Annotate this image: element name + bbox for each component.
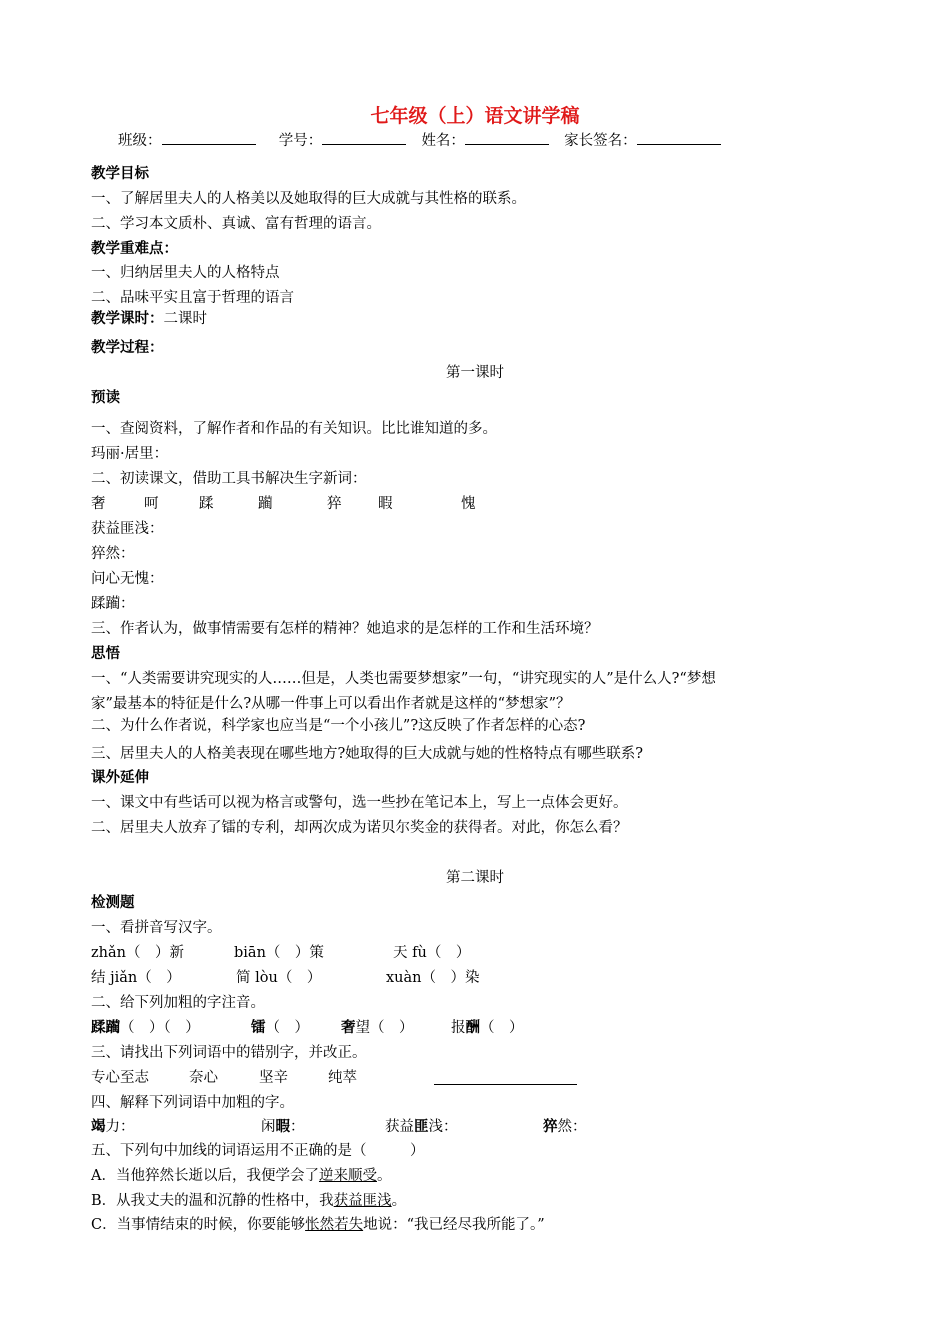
preread-item: 玛丽·居里：	[91, 446, 169, 462]
preread-question: 三、作者认为，做事情需要有怎样的精神？她追求的是怎样的工作和生活环境？	[91, 621, 599, 637]
phonetic-item: 镭（ ）	[251, 1020, 309, 1036]
vocab-char: 呵	[144, 496, 159, 512]
phonetic-item: 蹂躏（ ）（ ）	[91, 1020, 200, 1036]
parent-signature-label: 家长签名：	[564, 133, 637, 149]
phonetic-item: 奢望（ ）	[341, 1020, 414, 1036]
test-question: 四、解释下列词语中加粗的字。	[91, 1095, 294, 1111]
class-hours-value: 二课时	[163, 311, 207, 327]
student-id-field[interactable]	[322, 130, 406, 145]
vocab-word: 获益匪浅：	[91, 521, 164, 537]
underlined-phrase: 怅然若失	[305, 1217, 364, 1233]
think-item: 三、居里夫人的人格美表现在哪些地方?她取得的巨大成就与她的性格特点有哪些联系?	[91, 746, 644, 762]
preread-item: 二、初读课文，借助工具书解决生字新词：	[91, 471, 367, 487]
lesson2-title: 第二课时	[446, 870, 504, 886]
preread-heading: 预读	[91, 390, 120, 406]
goal-item: 二、学习本文质朴、真诚、富有哲理的语言。	[91, 216, 381, 232]
think-item: 一、“人类需要讲究现实的人……但是，人类也需要梦想家”一句，“讲究现实的人”是什么人?“梦想	[91, 671, 716, 687]
phonetic-item: 报酬（ ）	[451, 1020, 524, 1036]
class-hours	[91, 310, 207, 328]
parent-signature-field[interactable]	[637, 130, 721, 145]
option-b: B．从我丈夫的温和沉静的性格中，我获益匪浅。	[91, 1193, 407, 1209]
process-heading: 教学过程：	[91, 340, 164, 356]
name-field[interactable]	[465, 130, 549, 145]
pinyin-item: 简 lòu（ ）	[236, 970, 322, 986]
goal-item: 一、了解居里夫人的人格美以及她取得的巨大成就与其性格的联系。	[91, 191, 526, 207]
extension-item: 二、居里夫人放弃了镭的专利，却两次成为诺贝尔奖金的获得者。对此，你怎么看？	[91, 820, 628, 836]
header-fields	[118, 130, 721, 150]
pinyin-item: zhǎn（ ）新	[91, 945, 184, 961]
name-label: 姓名：	[421, 133, 465, 149]
pinyin-item: xuàn（ ）染	[386, 970, 480, 986]
vocab-char: 暇	[378, 496, 393, 512]
keypoint-item: 二、品味平实且富于哲理的语言	[91, 290, 294, 306]
think-item: 家”最基本的特征是什么?从哪一件事上可以看出作者就是这样的“梦想家”？	[91, 696, 571, 712]
vocab-char: 蹂	[199, 496, 214, 512]
option-a: A．当他猝然长逝以后，我便学会了逆来顺受。	[91, 1168, 392, 1184]
student-id-label: 学号：	[278, 133, 323, 149]
typo-word: 专心至志	[91, 1070, 149, 1086]
explain-item: 猝然：	[543, 1119, 587, 1135]
typo-word: 纯萃	[328, 1070, 357, 1086]
keypoint-item: 一、归纳居里夫人的人格特点	[91, 265, 280, 281]
test-heading: 检测题	[91, 895, 135, 911]
vocab-char: 猝	[327, 496, 342, 512]
pinyin-item: 天 fù（ ）	[393, 945, 471, 961]
test-question: 二、给下列加粗的字注音。	[91, 995, 265, 1011]
class-field[interactable]	[162, 130, 256, 145]
option-c: C．当事情结束的时候，你要能够怅然若失地说：“我已经尽我所能了。”	[91, 1217, 545, 1233]
think-item: 二、为什么作者说，科学家也应当是“一个小孩儿”?这反映了作者怎样的心态?	[91, 718, 586, 734]
class-hours-label: 教学课时：	[91, 311, 164, 327]
lesson1-title: 第一课时	[446, 365, 504, 381]
correction-field[interactable]	[434, 1070, 577, 1085]
vocab-word: 问心无愧：	[91, 571, 164, 587]
typo-word: 坚辛	[259, 1070, 288, 1086]
explain-item: 闲暇：	[261, 1119, 305, 1135]
vocab-char: 躏	[258, 496, 273, 512]
explain-item: 获益匪浅：	[385, 1119, 458, 1135]
preread-item: 一、查阅资料，了解作者和作品的有关知识。比比谁知道的多。	[91, 421, 497, 437]
underlined-phrase: 获益匪浅	[333, 1193, 392, 1209]
pinyin-item: biān（ ）策	[234, 945, 324, 961]
test-question: 五、下列句中加线的词语运用不正确的是（ ）	[91, 1143, 425, 1159]
typo-word: 奈心	[189, 1070, 218, 1086]
pinyin-item: 结 jiǎn（ ）	[91, 970, 181, 986]
vocab-char: 愧	[461, 496, 476, 512]
underlined-phrase: 逆来顺受	[318, 1168, 377, 1184]
vocab-char: 奢	[91, 496, 106, 512]
vocab-word: 蹂躏：	[91, 596, 135, 612]
goals-heading: 教学目标	[91, 166, 149, 182]
class-label: 班级：	[118, 133, 162, 149]
extension-item: 一、课文中有些话可以视为格言或警句，选一些抄在笔记本上，写上一点体会更好。	[91, 795, 628, 811]
think-heading: 思悟	[91, 646, 120, 662]
vocab-word: 猝然：	[91, 546, 135, 562]
page-title: 七年级（上）语文讲学稿	[370, 105, 580, 127]
extension-heading: 课外延伸	[91, 770, 149, 786]
explain-item: 竭力：	[91, 1119, 135, 1135]
keypoints-heading: 教学重难点：	[91, 241, 178, 257]
test-question: 三、请找出下列词语中的错别字，并改正。	[91, 1045, 367, 1061]
test-question: 一、看拼音写汉字。	[91, 920, 222, 936]
